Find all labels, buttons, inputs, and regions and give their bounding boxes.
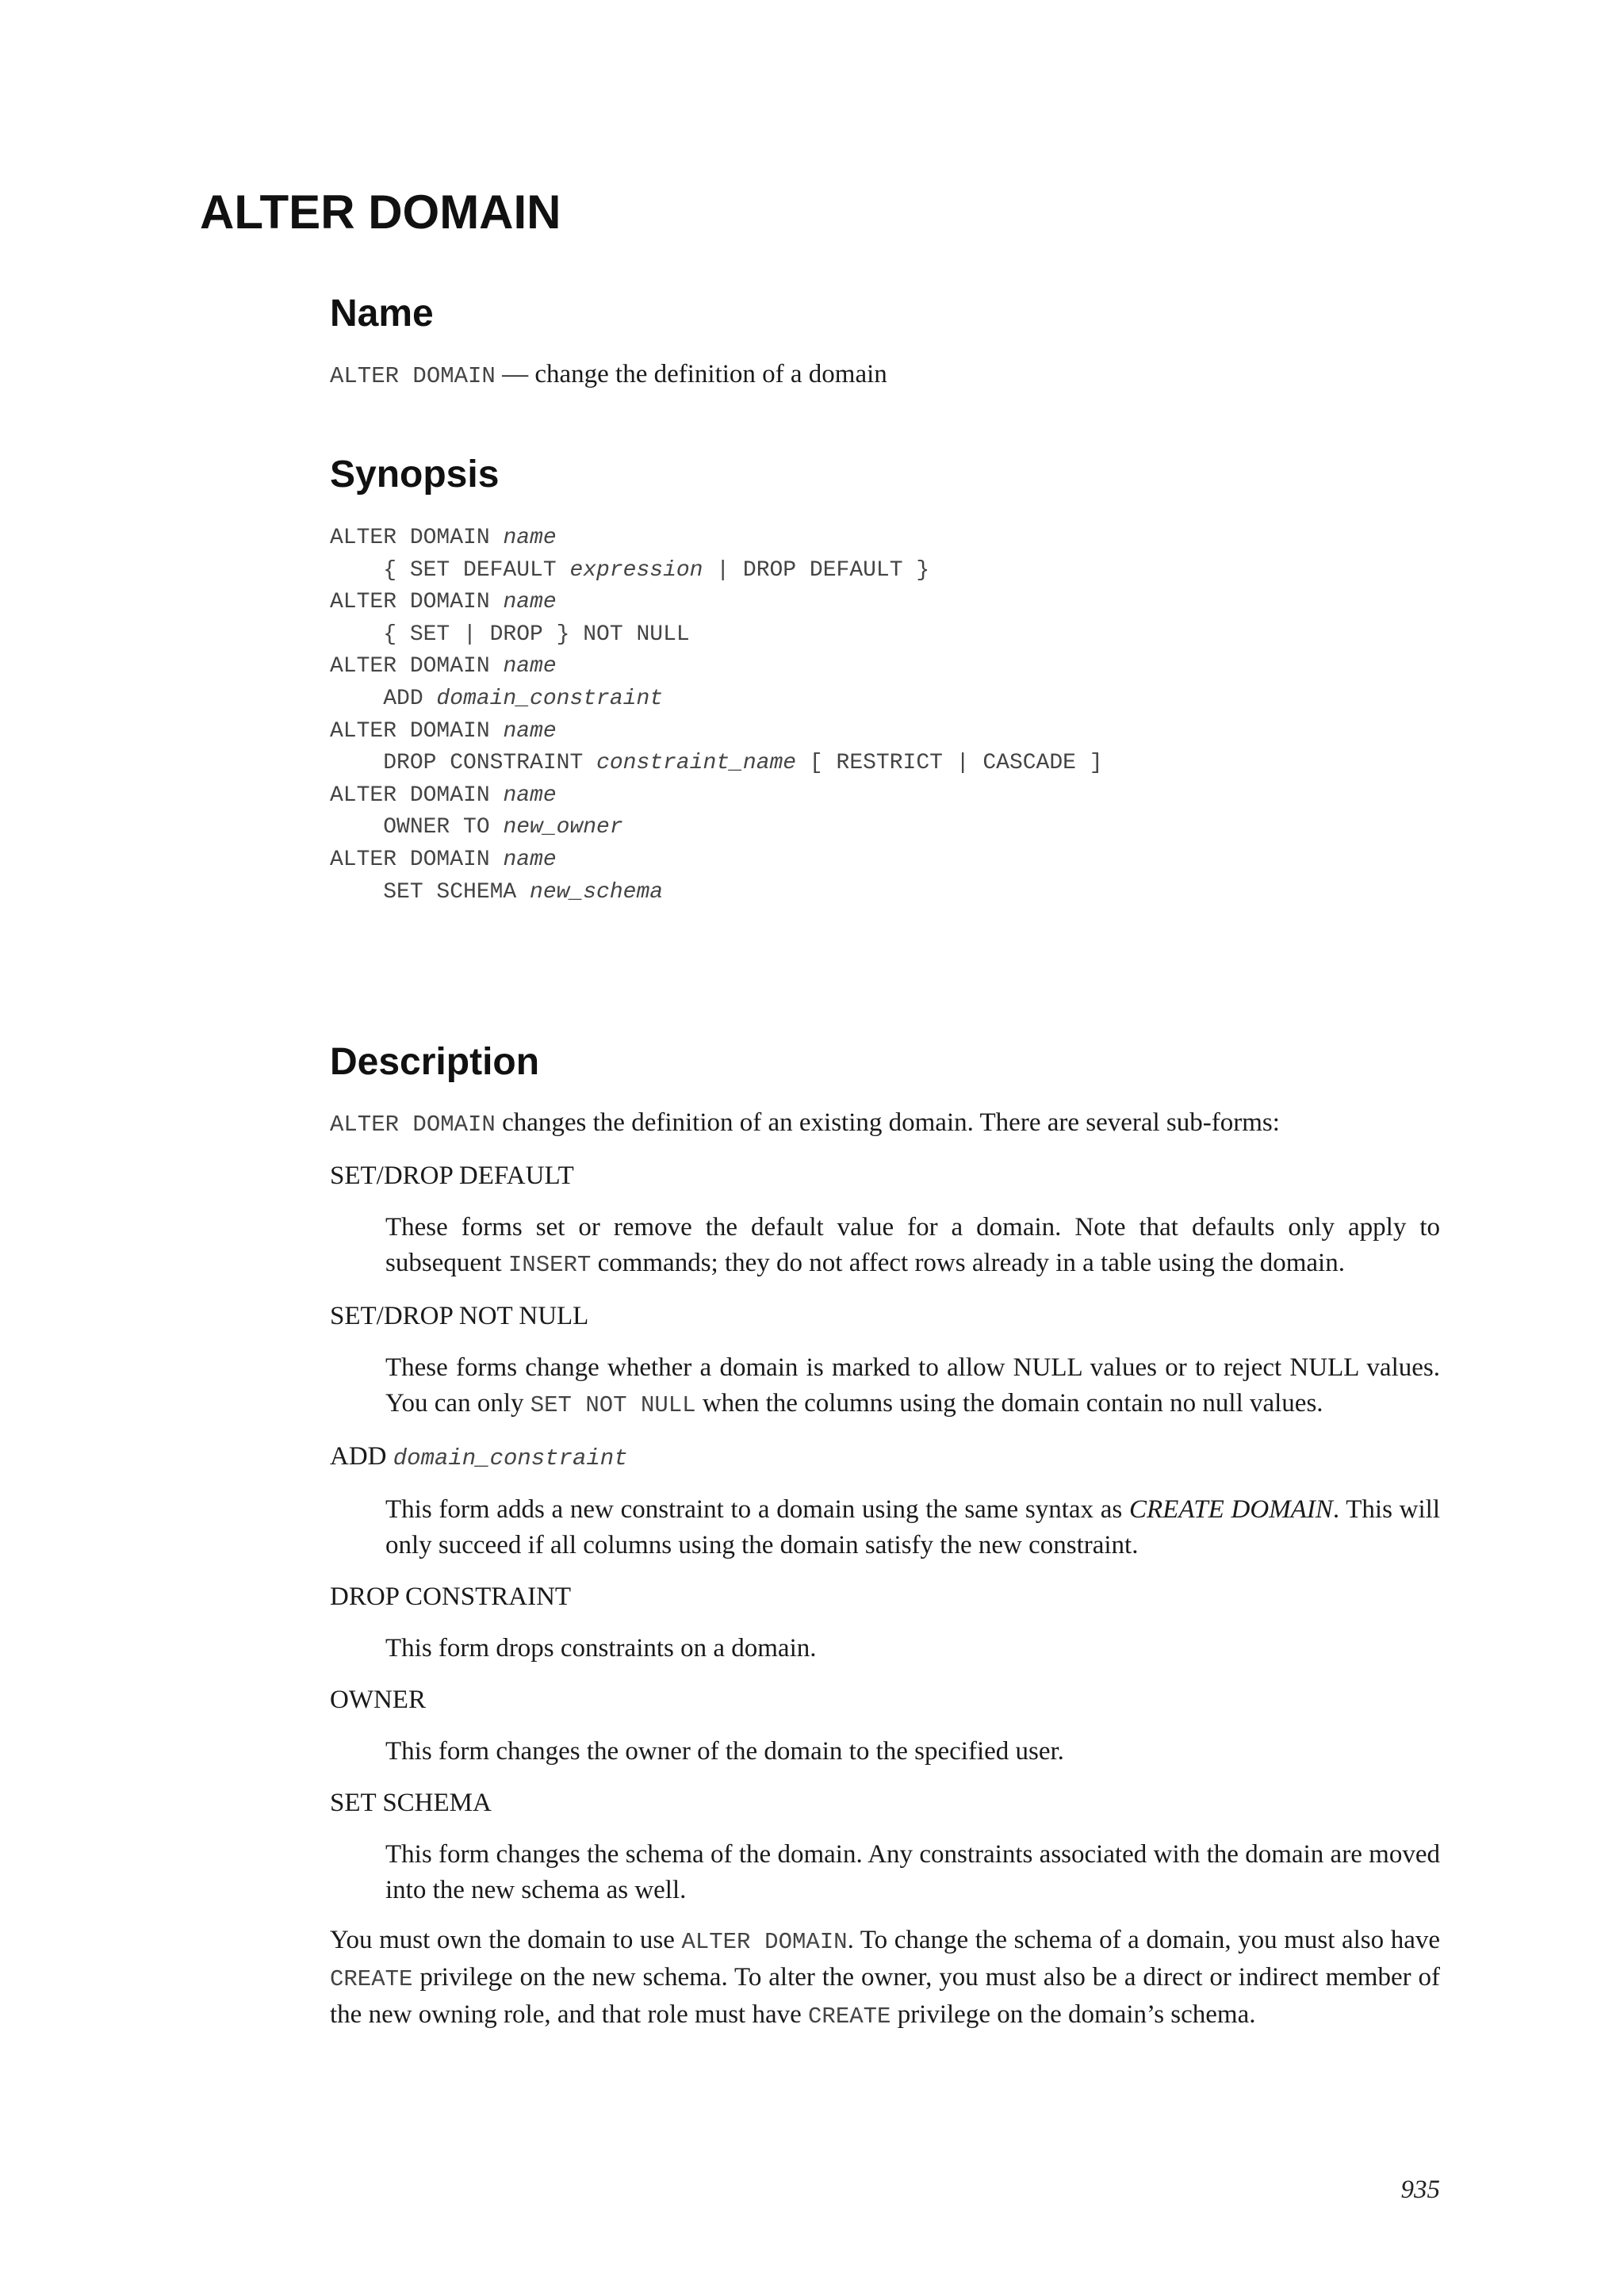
synopsis-keyword: OWNER TO xyxy=(330,815,504,840)
intro-code: ALTER DOMAIN xyxy=(330,1112,496,1138)
synopsis-argument: expression xyxy=(569,557,703,583)
synopsis-line xyxy=(330,522,1440,555)
command-name: ALTER DOMAIN xyxy=(330,363,496,389)
synopsis-argument: new_owner xyxy=(503,815,623,840)
definition-set-drop-not-null xyxy=(385,1350,1440,1423)
closing-code: ALTER DOMAIN xyxy=(681,1929,848,1956)
synopsis-keyword: { SET | DROP } NOT NULL xyxy=(330,622,690,647)
def-emphasis: CREATE DOMAIN xyxy=(1129,1495,1333,1525)
closing-text: privilege on the domain’s schema. xyxy=(891,2000,1256,2030)
synopsis-argument: name xyxy=(503,847,557,872)
synopsis-keyword: [ RESTRICT | CASCADE ] xyxy=(796,751,1103,776)
name-line xyxy=(330,357,1440,394)
def-text: . This will only succeed if all columns using the domain satisfy the new constraint. xyxy=(385,1495,1440,1560)
synopsis-block xyxy=(330,522,1440,909)
definition-add-constraint xyxy=(385,1492,1440,1563)
synopsis-keyword: ALTER DOMAIN xyxy=(330,590,504,615)
synopsis-keyword: ALTER DOMAIN xyxy=(330,654,504,679)
closing-text: You must own the domain to use xyxy=(330,1926,682,1955)
synopsis-line xyxy=(330,619,1440,652)
name-heading: Name xyxy=(330,293,434,335)
closing-text: privilege on the new schema. To alter the owner, you must also be a direct or indirect member of the new owning role, and that role must have xyxy=(330,1963,1440,2030)
synopsis-line xyxy=(330,555,1440,587)
closing-code: CREATE xyxy=(808,2003,891,2030)
synopsis-keyword: ADD xyxy=(330,686,437,711)
synopsis-keyword: | DROP DEFAULT } xyxy=(703,557,930,583)
synopsis-argument: domain_constraint xyxy=(436,686,664,711)
def-code: INSERT xyxy=(508,1252,592,1279)
def-text: This form adds a new constraint to a domain using the same syntax as xyxy=(385,1495,1130,1525)
closing-text: . To change the schema of a domain, you must also have xyxy=(847,1926,1440,1955)
description-intro xyxy=(330,1105,1440,1142)
closing-paragraph xyxy=(330,1923,1440,2034)
intro-text: changes the definition of an existing domain. There are several sub-forms: xyxy=(495,1108,1280,1138)
definition-drop-constraint: This form drops constraints on a domain. xyxy=(385,1634,817,1663)
synopsis-argument: name xyxy=(503,654,557,679)
term-arg: domain_constraint xyxy=(393,1445,628,1472)
term-add-constraint xyxy=(330,1439,1440,1476)
synopsis-keyword: ALTER DOMAIN xyxy=(330,718,504,744)
synopsis-line xyxy=(330,812,1440,844)
page-number: 935 xyxy=(1400,2175,1440,2204)
definition-set-schema: This form changes the schema of the domain. Any constraints associated with the domain are moved into the new schema as well. xyxy=(385,1840,1440,1905)
reference-entry xyxy=(330,289,1440,2034)
def-text: when the columns using the domain contain no null values. xyxy=(695,1389,1323,1418)
closing-code: CREATE xyxy=(330,1966,413,1993)
synopsis-keyword: ALTER DOMAIN xyxy=(330,783,504,808)
synopsis-line xyxy=(330,651,1440,683)
definition-owner: This form changes the owner of the domain to the specified user. xyxy=(385,1737,1064,1766)
def-text: These forms set or remove the default value for a domain. Note that defaults only apply to subsequent xyxy=(385,1213,1440,1278)
synopsis-line xyxy=(330,877,1440,909)
synopsis-line xyxy=(330,844,1440,877)
synopsis-line xyxy=(330,748,1440,780)
synopsis-keyword: DROP CONSTRAINT xyxy=(330,751,597,776)
synopsis-line xyxy=(330,587,1440,619)
synopsis-argument: name xyxy=(503,783,557,808)
page-title: ALTER DOMAIN xyxy=(200,186,561,239)
synopsis-argument: constraint_name xyxy=(596,751,797,776)
term-text: ADD xyxy=(330,1442,393,1471)
description-heading: Description xyxy=(330,1041,540,1084)
synopsis-argument: name xyxy=(503,526,557,550)
synopsis-argument: name xyxy=(503,718,557,744)
synopsis-heading: Synopsis xyxy=(330,453,500,496)
synopsis-keyword: ALTER DOMAIN xyxy=(330,526,504,550)
synopsis-keyword: ALTER DOMAIN xyxy=(330,847,504,872)
definition-set-drop-default xyxy=(385,1210,1440,1283)
term-set-drop-not-null: SET/DROP NOT NULL xyxy=(330,1302,589,1331)
command-summary: — change the definition of a domain xyxy=(495,360,887,388)
synopsis-line xyxy=(330,716,1440,748)
term-set-drop-default: SET/DROP DEFAULT xyxy=(330,1161,574,1191)
synopsis-line xyxy=(330,780,1440,813)
term-drop-constraint: DROP CONSTRAINT xyxy=(330,1582,572,1612)
synopsis-keyword: SET SCHEMA xyxy=(330,879,530,905)
def-text: commands; they do not affect rows already in a table using the domain. xyxy=(591,1249,1345,1278)
synopsis-keyword: { SET DEFAULT xyxy=(330,557,570,583)
term-owner: OWNER xyxy=(330,1686,426,1715)
def-text: These forms change whether a domain is marked to allow NULL values or to reject NULL values. You can only xyxy=(385,1353,1440,1418)
synopsis-argument: name xyxy=(503,590,557,615)
synopsis-argument: new_schema xyxy=(530,879,664,905)
synopsis-line xyxy=(330,683,1440,716)
def-code: SET NOT NULL xyxy=(530,1392,696,1419)
term-set-schema: SET SCHEMA xyxy=(330,1789,492,1818)
